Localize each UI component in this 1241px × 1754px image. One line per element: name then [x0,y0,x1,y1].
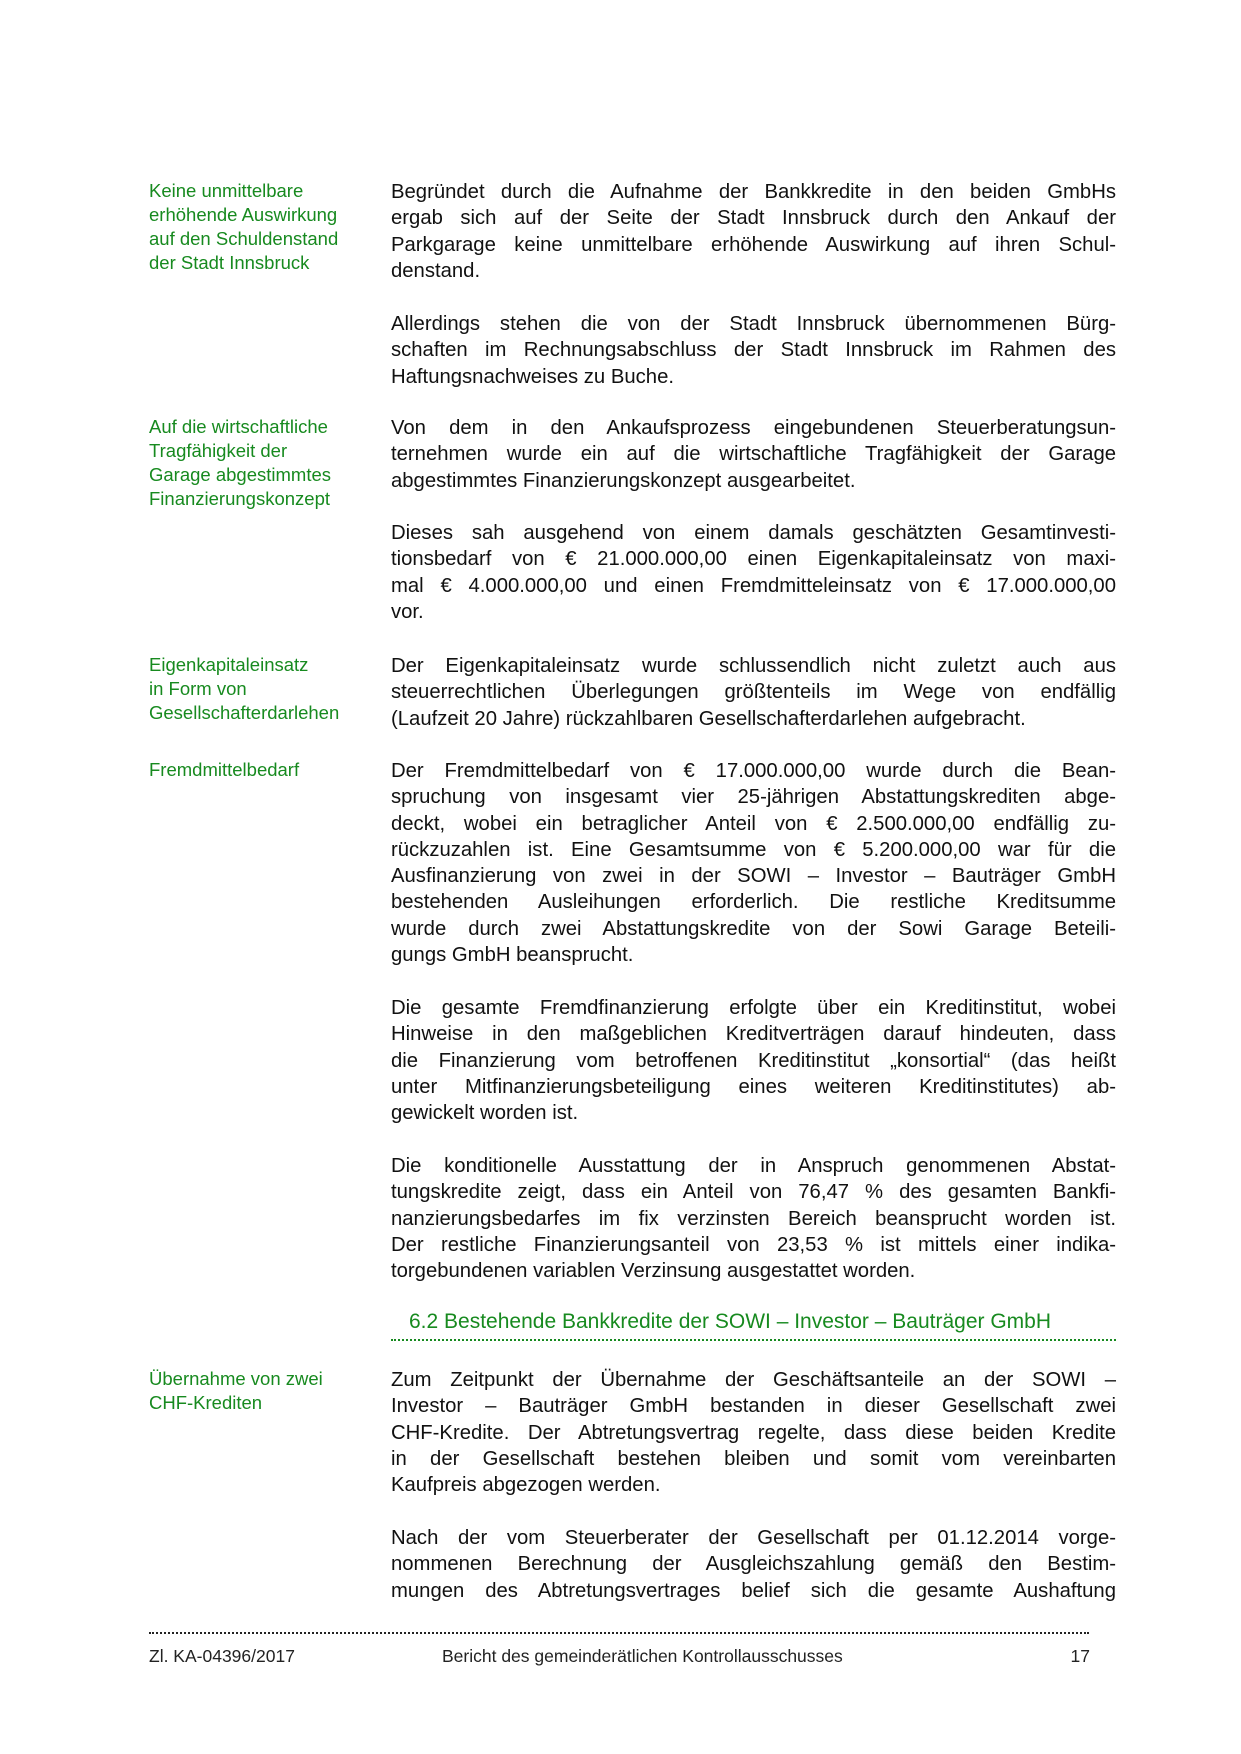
margin-note-line: Keine unmittelbare [149,180,304,201]
footer-reference: Zl. KA-04396/2017 [149,1646,295,1666]
text-line: CHF-Kredite. Der Abtretungsvertrag regelte, dass diese beiden Kredite [391,1421,1116,1444]
paragraph [391,520,1116,625]
text-line: mal € 4.000.000,00 und einen Fremdmitteleinsatz von € 17.000.000,00 [391,574,1116,597]
margin-note-line: in Form von [149,678,247,699]
text-line: Nach der vom Steuerberater der Gesellschaft per 01.12.2014 vorge- [391,1527,1116,1549]
margin-note [149,179,374,275]
text-line: rückzuzahlen ist. Eine Gesamtsumme von € 5.200.000,00 war für die [391,838,1116,861]
text-line: Hinweise in den maßgeblichen Kreditverträgen darauf hindeuten, dass [391,1023,1116,1046]
text-line: Dieses sah ausgehend von einem damals geschätzten Gesamtinvesti- [391,522,1116,544]
margin-note-line: Finanzierungskonzept [149,488,330,509]
text-line: ergab sich auf der Seite der Stadt Innsbruck durch den Ankauf der [391,207,1116,230]
text-line: denstand. [391,259,481,282]
section-heading: 6.2 Bestehende Bankkredite der SOWI – Investor – Bauträger GmbH [409,1310,1051,1333]
text-line: Die konditionelle Ausstattung der in Anspruch genommenen Abstat- [391,1155,1116,1177]
text-line: Investor – Bauträger GmbH bestanden in dieser Gesellschaft zwei [391,1395,1116,1418]
text-line: nanzierungsbedarfes im fix verzinsten Bereich beansprucht worden ist. [391,1207,1116,1230]
text-line: Parkgarage keine unmittelbare erhöhende Auswirkung auf ihren Schul- [391,233,1116,256]
paragraph [391,1367,1116,1498]
margin-note-line: Gesellschafterdarlehen [149,702,340,723]
paragraph [391,415,1116,494]
text-line: unter Mitfinanzierungsbeteiligung eines weiteren Kreditinstitutes) ab- [391,1075,1116,1098]
text-line: die Finanzierung vom betroffenen Kreditinstitut „konsortial“ (das heißt [391,1049,1116,1072]
text-line: Der Eigenkapitaleinsatz wurde schlussendlich nicht zuletzt auch aus [391,655,1116,677]
margin-note [149,1367,374,1415]
paragraph [391,179,1116,284]
footer-divider [149,1632,1089,1634]
text-line: gewickelt worden ist. [391,1102,579,1125]
paragraph [391,758,1116,968]
paragraph [391,1153,1116,1284]
paragraph [391,653,1116,732]
text-line: ternehmen wurde ein auf die wirtschaftliche Tragfähigkeit der Garage [391,443,1116,466]
text-line: (Laufzeit 20 Jahre) rückzahlbaren Gesellschafterdarlehen aufgebracht. [391,707,1026,730]
margin-note [149,758,374,782]
margin-note-line: Übernahme von zwei [149,1368,323,1389]
heading-divider [391,1339,1116,1341]
text-line: Kaufpreis abgezogen werden. [391,1474,661,1497]
footer-title: Bericht des gemeinderätlichen Kontrollausschusses [442,1646,843,1666]
margin-note-line: Tragfähigkeit der [149,440,288,461]
text-line: schaften im Rechnungsabschluss der Stadt Innsbruck im Rahmen des [391,339,1116,362]
text-line: wurde durch zwei Abstattungskredite von der Sowi Garage Beteili- [391,917,1116,940]
text-line: Die gesamte Fremdfinanzierung erfolgte über ein Kreditinstitut, wobei [391,997,1116,1019]
text-line: spruchung von insgesamt vier 25-jährigen Abstattungskrediten abge- [391,786,1116,809]
text-line: mungen des Abtretungsvertrages belief sich die gesamte Aushaftung [391,1579,1116,1602]
margin-note-line: Garage abgestimmtes [149,464,332,485]
text-line: tungskredite zeigt, dass ein Anteil von 76,47 % des gesamten Bankfi- [391,1181,1116,1204]
text-line: Der restliche Finanzierungsanteil von 23,53 % ist mittels einer indika- [391,1233,1116,1256]
text-line: Ausfinanzierung von zwei in der SOWI – Investor – Bauträger GmbH [391,865,1116,888]
text-line: vor. [391,600,424,623]
paragraph [391,311,1116,390]
margin-note [149,415,374,511]
text-line: abgestimmtes Finanzierungskonzept ausgearbeitet. [391,469,856,492]
text-line: steuerrechtlichen Überlegungen größtenteils im Wege von endfällig [391,681,1116,704]
text-line: gungs GmbH beansprucht. [391,944,634,967]
text-line: nommenen Berechnung der Ausgleichszahlung gemäß den Bestim- [391,1553,1116,1576]
margin-note-line: CHF-Krediten [149,1392,263,1413]
margin-note-line: Eigenkapitaleinsatz [149,654,309,675]
paragraph [391,1525,1116,1604]
margin-note-line: Fremdmittelbedarf [149,759,300,780]
text-line: Begründet durch die Aufnahme der Bankkredite in den beiden GmbHs [391,181,1116,203]
margin-note [149,653,374,725]
paragraph [391,995,1116,1126]
text-line: deckt, wobei ein betraglicher Anteil von € 2.500.000,00 endfällig zu- [391,812,1116,835]
margin-note-line: erhöhende Auswirkung [149,204,338,225]
text-line: in der Gesellschaft bestehen bleiben und somit vom vereinbarten [391,1447,1116,1470]
text-line: Allerdings stehen die von der Stadt Innsbruck übernommenen Bürg- [391,313,1116,335]
text-line: torgebundenen variablen Verzinsung ausgestattet worden. [391,1260,916,1283]
text-line: Der Fremdmittelbedarf von € 17.000.000,00 wurde durch die Bean- [391,760,1116,782]
text-line: Haftungsnachweises zu Buche. [391,365,674,388]
margin-note-line: auf den Schuldenstand [149,228,339,249]
text-line: bestehenden Ausleihungen erforderlich. Die restliche Kreditsumme [391,891,1116,914]
margin-note-line: Auf die wirtschaftliche [149,416,328,437]
page-number: 17 [1070,1646,1090,1666]
margin-note-line: der Stadt Innsbruck [149,252,310,273]
text-line: Zum Zeitpunkt der Übernahme der Geschäftsanteile an der SOWI – [391,1369,1116,1391]
text-line: Von dem in den Ankaufsprozess eingebundenen Steuerberatungsun- [391,417,1116,439]
text-line: tionsbedarf von € 21.000.000,00 einen Eigenkapitaleinsatz von maxi- [391,548,1116,571]
